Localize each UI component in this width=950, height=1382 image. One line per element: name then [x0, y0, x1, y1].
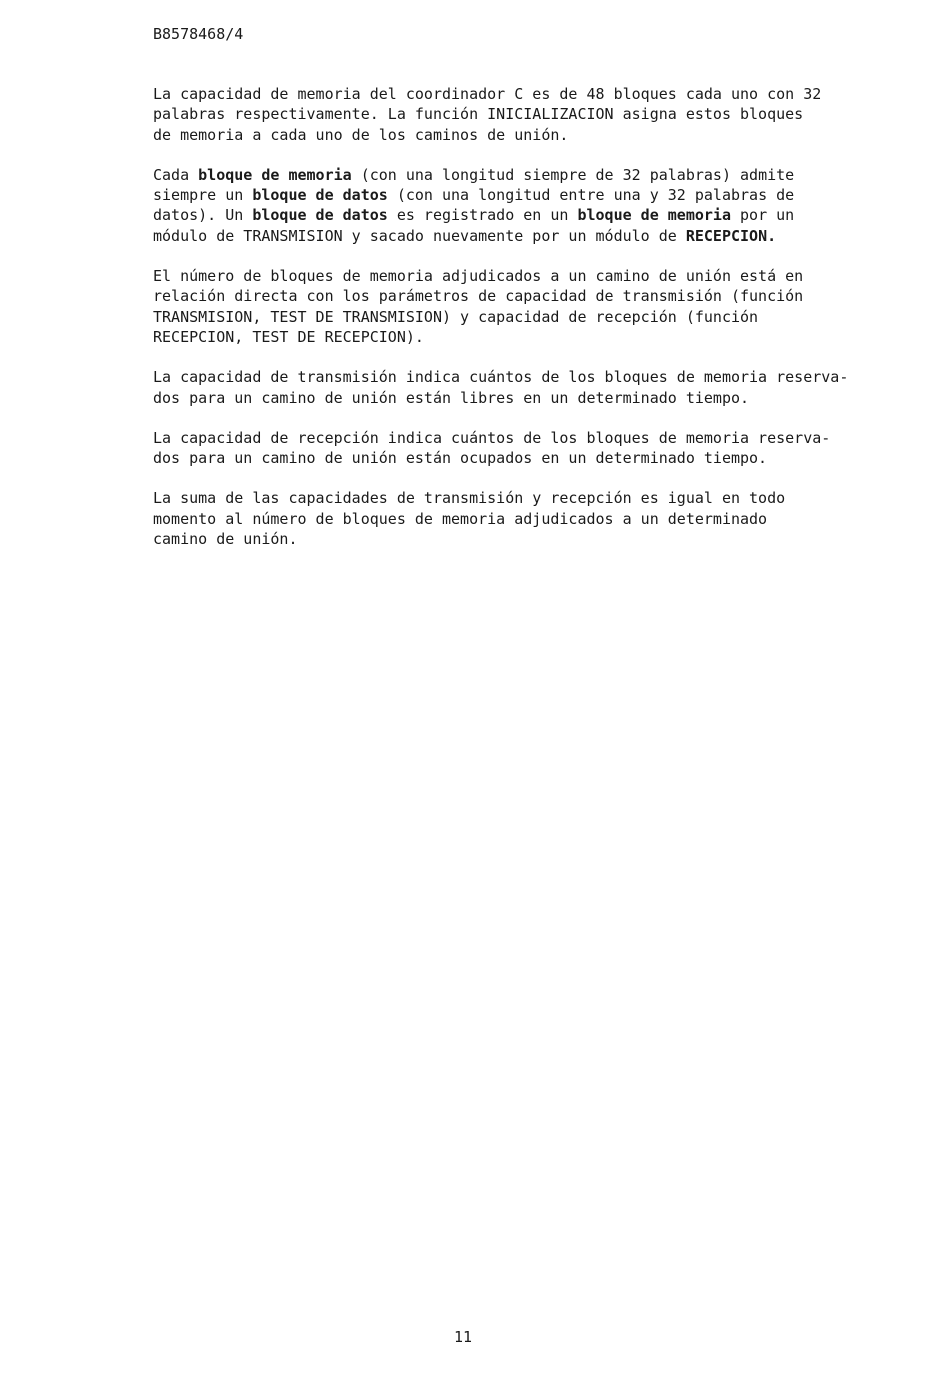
text-line: [153, 286, 873, 306]
text-line: [153, 327, 873, 347]
paragraph-memory-capacity: [153, 84, 873, 145]
bold-term: bloque de datos: [252, 206, 388, 225]
bold-term: bloque de memoria: [577, 206, 731, 225]
text-run: momento al número de bloques de memoria adjudicados a un determinado: [153, 509, 768, 528]
body-text: [153, 84, 873, 569]
text-run: palabras respectivamente. La función INICIALIZACION asigna estos bloques: [153, 105, 804, 124]
text-run: La suma de las capacidades de transmisión y recepción es igual en todo: [153, 489, 786, 508]
text-run: de memoria a cada uno de los caminos de unión.: [153, 125, 569, 144]
text-run: es registrado en un: [387, 206, 578, 225]
text-line: [153, 509, 873, 529]
text-run: Cada: [153, 165, 199, 184]
text-run: La capacidad de recepción indica cuántos de los bloques de memoria reserva-: [153, 428, 831, 447]
page-number: 11: [453, 1328, 473, 1346]
text-run: dos para un camino de unión están ocupados en un determinado tiempo.: [153, 449, 768, 468]
paragraph-reception-capacity: [153, 428, 873, 469]
text-line: [153, 266, 873, 286]
paragraph-capacity-sum: [153, 488, 873, 549]
text-line: [153, 205, 873, 225]
text-run: módulo de TRANSMISION y sacado nuevamente por un módulo de: [153, 226, 686, 245]
text-run: por un: [731, 206, 795, 225]
text-run: (con una longitud entre una y 32 palabras de: [387, 186, 795, 205]
text-run: camino de unión.: [153, 530, 298, 549]
text-line: [153, 185, 873, 205]
text-line: [153, 428, 873, 448]
paragraph-memory-block: [153, 165, 873, 246]
text-line: [153, 125, 873, 145]
text-run: RECEPCION, TEST DE RECEPCION).: [153, 327, 424, 346]
text-line: [153, 388, 873, 408]
text-line: [153, 488, 873, 508]
bold-term: bloque de memoria: [198, 165, 352, 184]
text-line: [153, 165, 873, 185]
text-run: La capacidad de memoria del coordinador C es de 48 bloques cada uno con 32: [153, 85, 822, 103]
paragraph-transmission-capacity: [153, 367, 873, 408]
text-run: La capacidad de transmisión indica cuántos de los bloques de memoria reserva-: [153, 368, 849, 387]
text-line: [153, 367, 873, 387]
text-run: relación directa con los parámetros de capacidad de transmisión (función: [153, 287, 804, 306]
text-run: siempre un: [153, 186, 253, 205]
text-line: [153, 104, 873, 124]
bold-term: bloque de datos: [252, 186, 388, 205]
text-line: [153, 529, 873, 549]
bold-term: RECEPCION.: [685, 226, 777, 245]
text-run: (con una longitud siempre de 32 palabras) admite: [351, 165, 795, 184]
text-line: [153, 226, 873, 246]
text-run: TRANSMISION, TEST DE TRANSMISION) y capacidad de recepción (función: [153, 307, 759, 326]
text-run: datos). Un: [153, 206, 253, 225]
text-line: [153, 84, 873, 104]
text-line: [153, 307, 873, 327]
text-line: [153, 448, 873, 468]
text-run: dos para un camino de unión están libres en un determinado tiempo.: [153, 388, 750, 407]
text-run: El número de bloques de memoria adjudicados a un camino de unión está en: [153, 267, 804, 286]
document-id: B8578468/4: [153, 25, 244, 43]
paragraph-block-allocation: [153, 266, 873, 347]
